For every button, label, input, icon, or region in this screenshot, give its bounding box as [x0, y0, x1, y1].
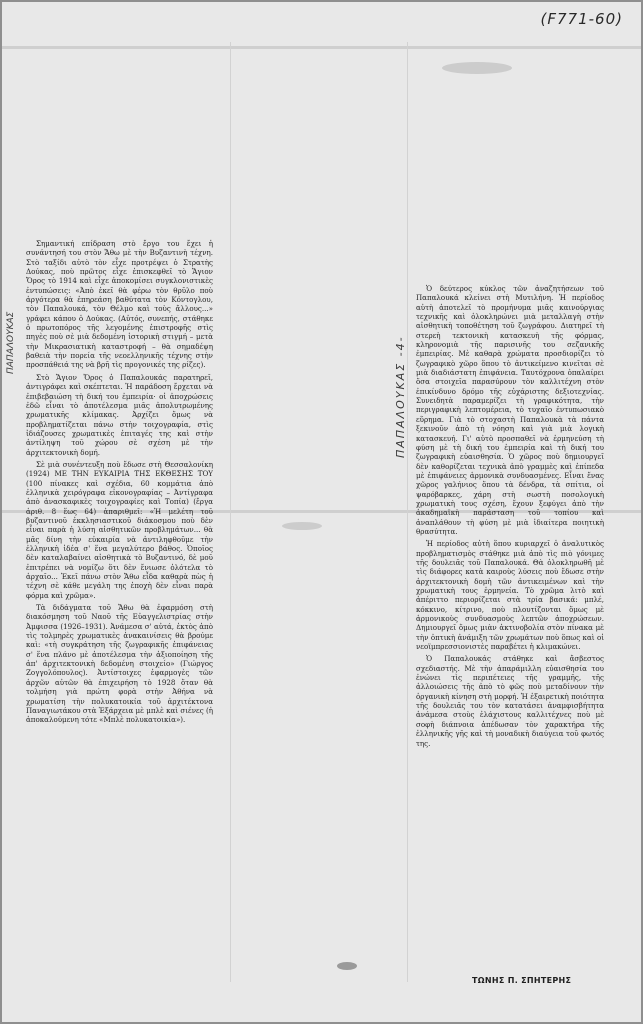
handwritten-page-note: ΠΑΠΑΛΟΥΚΑΣ -4-	[394, 335, 407, 458]
newspaper-clipping	[2, 2, 641, 1022]
paragraph: Ἡ περίοδος αὐτὴ ὅπου κυριαρχεῖ ὁ ἀναλυτικὸς προβληματισμὸς στάθηκε μιὰ ἀπὸ τὶς πιὸ γόνιμες τῆς δουλειᾶς τοῦ Παπαλουκά. Θὰ ὁλοκληρωθῆ μὲ τὶς διάφορες κατὰ καιροὺς λύσεις ποὺ ἔδωσε στὴν ἀρχιτεκτονικὴ δομὴ τῶν ἀντικειμένων καὶ τὴν χρωματικὴ τους ἑρμηνεία. Τὸ χρῶμα λιτὸ καὶ ἀπέριττο περιορίζεται στὰ τρία βασικά: μπλέ, κόκκινο, κίτρινο, ποὺ πλουτίζονται ὅμως μὲ ἁρμονικοὺς συνδυασμοὺς λεπτῶν ἀποχρώσεων. Δημιουργεῖ ὅμως μιὰν ἀκτινοβολία στὸν πίνακα μὲ τὴν ὀπτικὴ ἀνάμιξη τῶν χρωμάτων ποὺ ὅπως καὶ οἱ νεοϊμπρεσσιονιστὲς παραβέτει ἡ κλιμακώνει.	[416, 539, 604, 652]
right-column	[416, 284, 604, 751]
paragraph: Ὁ δεύτερος κύκλος τῶν ἀναζητήσεων τοῦ Παπαλουκά κλείνει στὴ Μυτιλήνη. Ἡ περίοδος αὐτὴ ἀποτελεῖ τὸ προμήνυμα μιᾶς καινούργιας τεχνικῆς καὶ ὁλοκληρώνει μιὰ μεταλλαγὴ στὴν αἰσθητικὴ τοποθέτηση τοῦ ζωγράφου. Διατηρεῖ τὴ στερεὴ τεκτονικὴ κατασκευὴ τῆς φόρμας, κληρονομιὰ τῆς παρισινῆς του σεζανικῆς ἐμπειρίας. Μὲ καθαρὰ χρώματα προσδιορίζει τὸ ζωγραφικὸ χῶρο ὅπου τὸ ἀντικείμενο κινεῖται σὲ μιὰ διαδιάστατη ἐπιφάνεια. Ταυτόχρονα ὀπαλαίρει ὅσα στοιχεῖα παρασύρουν τὸν καλλιτέχνη στὸν ἐπικίνδυνο δρόμο τῆς εὐχάριστης δεξιοτεχνίας. Συνειδητὰ παραμερίζει τὴ γραφικότητα, τὴν περιγραφικὴ λεπτομέρεια, τὸ τυχαῖο ἐντυπωσιακὸ εὕρημα. Γιὰ τὸ στοχαστὴ Παπαλουκὰ τὰ πάντα ξεκινοῦν ἀπὸ τὴ νόηση καὶ γιὰ μιὰ λογικὴ κατασκευή. Γι' αὐτὸ προσπαθεῖ νὰ ἐρμηνεύση τὴ φύση μὲ τὴ δική του ἐμπειρία καὶ τὴ δική του ζωγραφικὴ εὐαισθησία. Ὁ χῶρος ποὺ δημιουργεῖ δὲν καθορίζεται τεχνικὰ ἀπὸ γραμμὲς καὶ ἐπίπεδα μὲ ἐπιφάνειες ἁρμονικὰ συνδυασμένες. Εἶναι ἕνας χῶρος γαλήνιος ὅπου τὰ δένδρα, τὰ σπίτια, οἱ ψαρόβαρκες, χάρη στὴ σωστὴ ποσολογικὴ χρωματικὴ τους σχέση, ἔχουν ξεφύγει ἀπὸ τὴν ἀκαδημαϊκὴ παράσταση τοῦ τοπίου καὶ ἀναπλάθουν τὴ φύση μὲ μιὰ ἰδιαίτερα ποιητικὴ θρασύτητα.	[416, 284, 604, 536]
left-column	[26, 239, 213, 728]
paragraph: Ὁ Παπαλουκάς στάθηκε καὶ ἄσβεστος σχεδιαστής. Μὲ τὴν ἀπαράμιλλη εὐαισθησία του ἐνώνει τὶς περιπέτειες τῆς γραμμῆς, τῆς ἀλλοιώσεις τῆς ἀπὸ τὸ φῶς ποὺ μεταδίνουν τὴν ὀργανικὴ κίνηση στὴ μορφή. Ἡ ἐξαιρετικὴ ποιότητα τῆς δουλειᾶς του τὸν κατατάσει ἀναμφισβήτητα ἀνάμεσα στοὺς ἐλάχιστους καλλιτέχνες ποὺ μὲ σοφὴ διάπνοια ἀπέδωσαν τὸν χαρακτήρα τῆς ἑλληνικῆς γῆς καὶ τὴ μοναδικὴ διαύγεια τοῦ φωτός της.	[416, 654, 604, 748]
fold-line	[407, 42, 408, 982]
paragraph: Σημαντική επίδραση στὸ ἔργο του ἔχει ἡ συνάντησή του στὸν Ἄθω μὲ τὴν Βυζαντινὴ τέχνη. Στὸ ταξίδι αὐτὸ τὸν εἶχε προτρέψει ὁ Στρατὴς Δούκας, ποὺ πρῶτος εἶχε ἐπισκεφθεῖ τὸ Ἅγιον Ὄρος τὸ 1914 καὶ εἶχε ἀποκομίσει συγκλονιστικὲς ἐντυπώσεις: «Ἀπὸ ἐκεῖ θὰ φέρω τὸν θρῦλο ποὺ ἀργότερα θὰ ἐπηρεάση βαθύτατα τὸν Κόντογλου, τὸν Παπαλουκά, τὸν Θέλμο καὶ τοὺς ἄλλους...» γράφει κάπου ὁ Δούκας. (Αὐτός, συνεπής, στάθηκε ὁ πρωτοπόρος τῆς λεγομένης ἐπιστροφῆς στὶς πηγὲς ποὺ σὲ μιὰ δεδομένη ἱστορικὴ στιγμή – μετὰ τὴν Μικρασιατικὴ καταστροφή – θὰ σημαδέψη βαθειὰ τὴν πορεία τῆς νεοελληνικῆς τέχνης στὴν προσπάθειά της νὰ βρῆ τὶς προγονικές της ρίζες).	[26, 239, 213, 370]
paragraph: Τὰ διδάγματα τοῦ Ἄθω θὰ ἐφαρμόση στὴ διακόσμηση τοῦ Ναοῦ τῆς Εὐαγγελιστρίας στὴν Ἀμφισσα (1926–1931). Ἀνάμεσα σ' αὐτά, ἐκτὸς ἀπὸ τὶς τολμηρὲς χρωματικὲς ἀνακαινίσεις θὰ βρούμε καὶ: «τὴ συγκράτηση τῆς ζωγραφικῆς ἐπιφάνειας σ' ἕνα πλάνο μὲ ἀποτέλεσμα τὴν ἀξιοποίηση τῆς ἀπ' ἀρχιτεκτονικὴ δεδομένη στοιχείο» (Γιώργος Ζογγολόπουλος). Ἀντίστοιχες ἐφαρμογὲς τῶν ἀρχῶν αὐτῶν θὰ ἐπιχειρήση τὸ 1928 ὅταν θὰ τολμήση γιὰ πρώτη φορὰ στὴν Ἀθήνα νὰ χρωματίση τὴν πολυκατοικία τοῦ ἀρχιτέκτονα Παναγιωτάκου στὰ Ἐξάρχεια μὲ μπλὲ καὶ σιένες (ἡ ἀποκαλούμενη τότε «Μπλὲ πολυκατοικία»).	[26, 603, 213, 725]
scan-smudge	[442, 62, 512, 74]
paragraph: Σὲ μιὰ συνέντευξη ποὺ ἔδωσε στὴ Θεσσαλονίκη (1924) ΜΕ ΤΗΝ ΕΥΚΑΙΡΙΑ ΤΗΣ ΕΚΘΕΣΗΣ ΤΟΥ (100 πίνακες καὶ σχέδια, 60 κομμάτια ἀπὸ ἐλληνικὰ χειρόγραφα εἰκονογραφίας – Ἀντίγραφα ἀπὸ ἀνασκαφικὲς τοιχογραφίες καὶ Τοπία) (ἔργα ἀριθ. 8 ἕως 64) ἀπαριθμεῖ: «Ἡ μελέτη τοῦ βυζαντινοῦ ἐκκλησιαστικοῦ διάκοσμου ποὺ δὲν εἶναι παρὰ ἡ λύση αἰσθητικῶν προβλημάτων... θὰ μᾶς δίνη τὴν εὐκαιρία νὰ ἀντιληφθοῦμε τὴν ἐλληνικὴ ἰδέα σ' ἕνα μεγαλύτερο βάθος. Ὁποῖος δὲν καταλαβαίνει αἰσθητικὰ τὸ Βυζαντινό, δὲ μοῦ ἐπιτρέπει νὰ νομίζω ὅτι δὲν ἔνιωσε ὁλότελα τὸ ἀρχαῖο... Ἐκεῖ πάνω στὸν Ἄθω εἶδα καθαρὰ πὼς ἡ τέχνη σὲ κάθε μεγάλη της ἐποχὴ δὲν εἶναι παρὰ φόρμα καὶ χρῶμα».	[26, 459, 213, 600]
author-signature: ΤΩΝΗΣ Π. ΣΠΗΤΕΡΗΣ	[472, 976, 572, 985]
ornament-mark	[337, 962, 357, 970]
fold-line	[2, 46, 641, 49]
archive-reference: (F771-60)	[540, 10, 623, 28]
paragraph: Στὸ Ἅγιον Ὄρος ὁ Παπαλουκάς παρατηρεῖ, ἀντιγράφει καὶ σκέπτεται. Ἡ παράδοση ἔρχεται νὰ ἐπιβεβαιώση τὴ δική του ἐμπειρία· οἱ ἀποχρώσεις ἐδῶ εἶναι τὸ ἀποτέλεσμα μιᾶς ἀπολυτρωμένης χρωματικῆς κλίμακας. Ἀρχίζει ὅμως νὰ προβληματίζεται πάνω στὴν τοιχογραφία, στὶς ἰδιάζουσες χρωματικὲς ἐπιταγές της καὶ στὴν ἀντίληψη τοῦ χώρου σὲ σχέση μὲ τὴν ἀρχιτεκτονικὴ δομή.	[26, 372, 213, 457]
fold-line	[230, 42, 231, 982]
scan-smudge	[282, 522, 322, 530]
handwritten-margin-note: ΠΑΠΑΛΟΥΚΑΣ	[6, 311, 16, 374]
